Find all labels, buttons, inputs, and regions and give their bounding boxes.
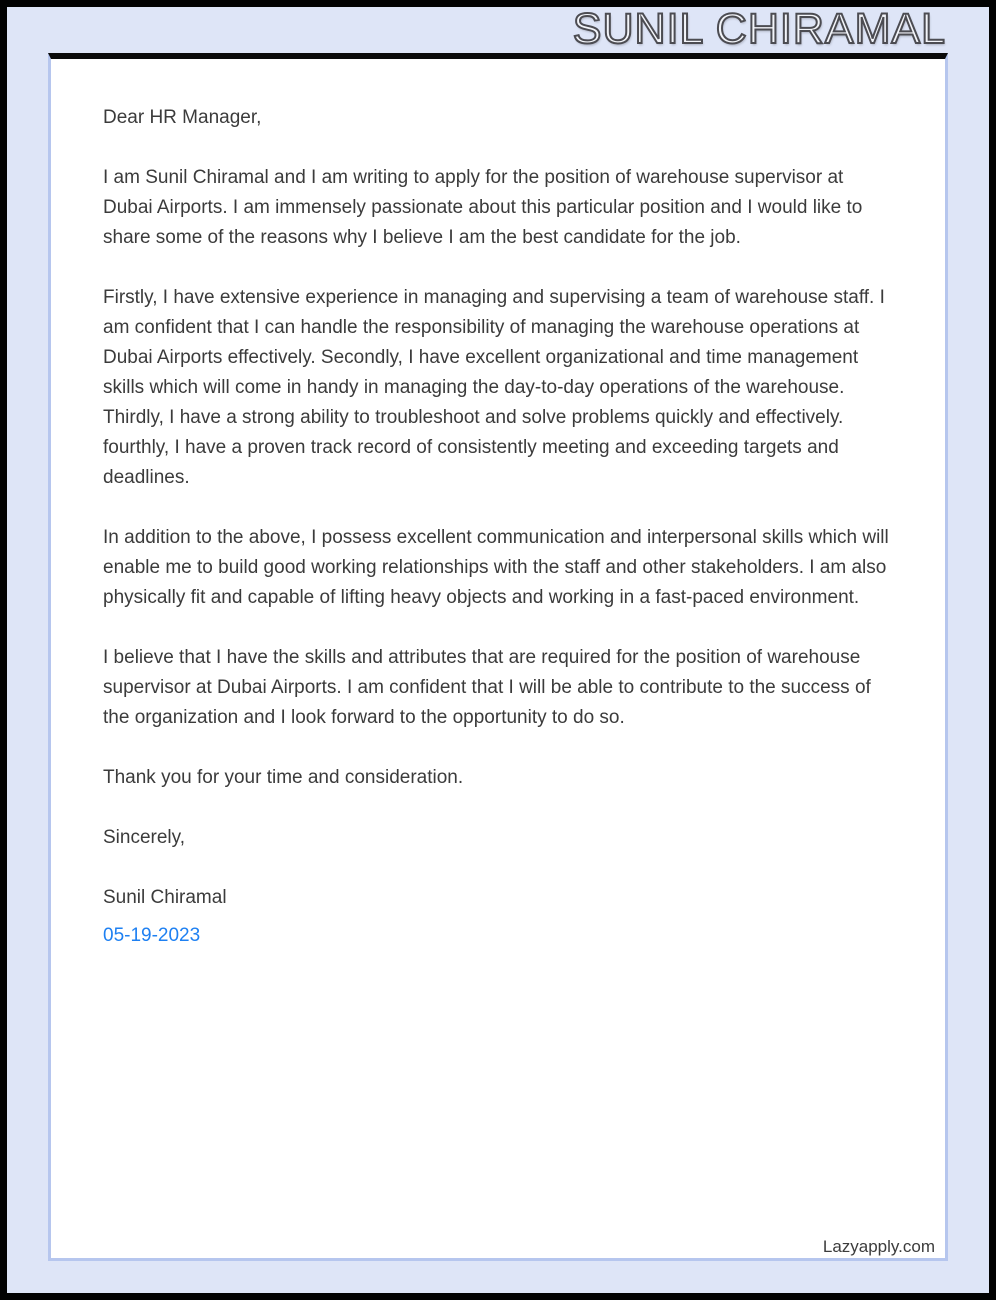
paragraph-intro: I am Sunil Chiramal and I am writing to apply for the position of warehouse supervisor at Dubai Airports. I am immensely passionate about this particular position and I would like to share some of the reasons why I believe I am the best candidate for the job.: [103, 167, 863, 248]
paragraph-belief: I believe that I have the skills and attributes that are required for the position of warehouse supervisor at Dubai Airports. I am confident that I will be able to contribute to the success of the organization and I look forward to the opportunity to do so.: [103, 647, 871, 728]
letter-date: 05-19-2023: [103, 925, 201, 946]
signature-name: Sunil Chiramal: [103, 887, 227, 908]
paragraph-thanks: Thank you for your time and consideration.: [103, 767, 464, 788]
letter-body: [51, 59, 945, 951]
paragraph-experience: Firstly, I have extensive experience in managing and supervising a team of warehouse staff. I am confident that I can handle the responsibility of managing the warehouse operations at Dubai Airports effectively. Secondly, I have excellent organizational and time management skills which will come in handy in managing the day-to-day operations of the warehouse. Thirdly, I have a strong ability to troubleshoot and solve problems quickly and effectively. fourthly, I have a proven track record of consistently meeting and exceeding targets and deadlines.: [103, 287, 885, 488]
paragraph-skills: In addition to the above, I possess excellent communication and interpersonal skills which will enable me to build good working relationships with the staff and other stakeholders. I am also physically fit and capable of lifting heavy objects and working in a fast-paced environment.: [103, 527, 889, 608]
closing: Sincerely,: [103, 827, 186, 848]
letterhead-name: SUNIL CHIRAMAL: [572, 4, 946, 53]
watermark-text: Lazyapply.com: [822, 1237, 935, 1256]
letter-page: [48, 53, 948, 1261]
salutation: Dear HR Manager,: [103, 107, 262, 128]
letterhead: [573, 4, 946, 54]
